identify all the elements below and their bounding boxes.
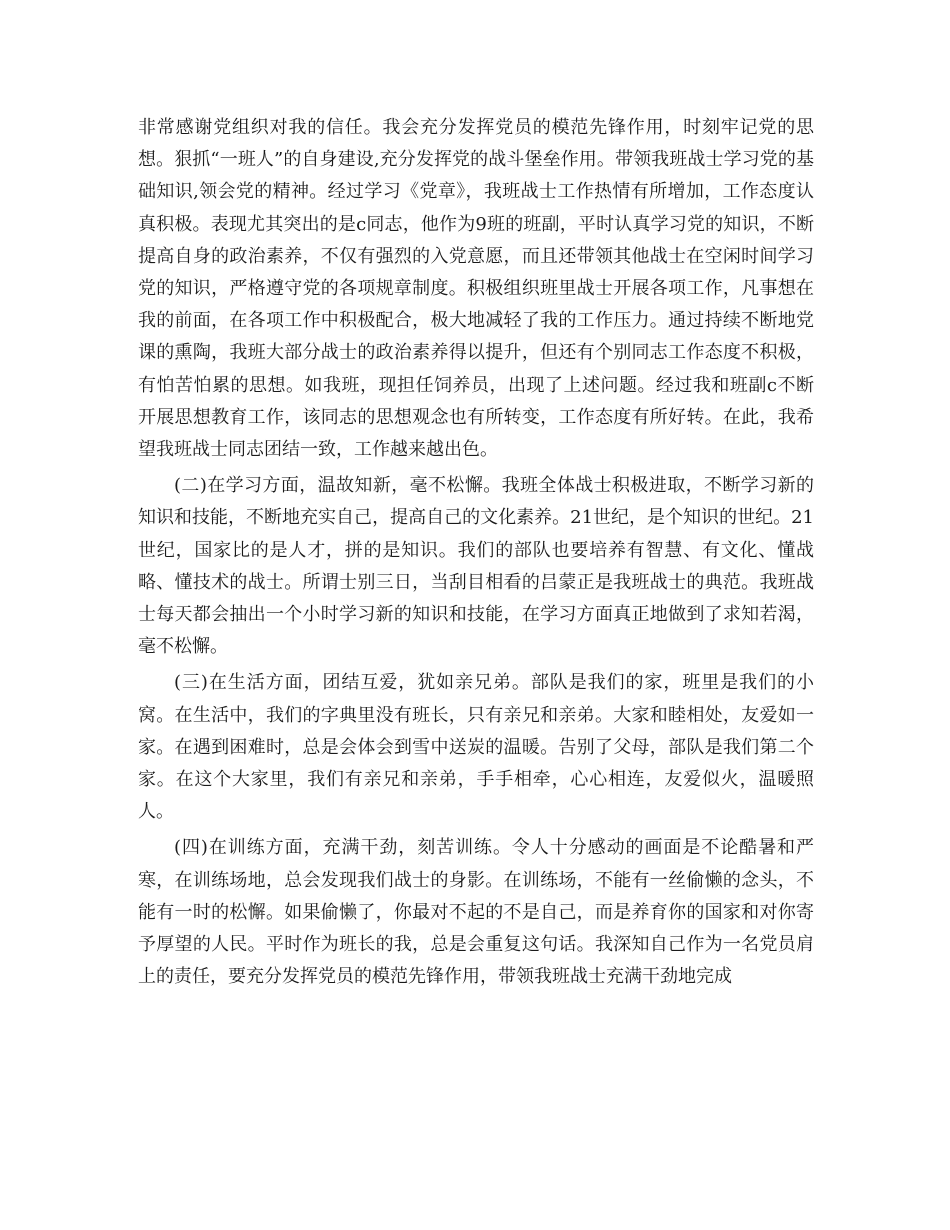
paragraph-training: (四)在训练方面，充满干劲，刻苦训练。令人十分感动的画面是不论酷暑和严寒，在训练场地，总会发现我们战士的身影。在训练场，不能有一丝偷懒的念头，不能有一时的松懈。如果偷懒了，你最对不起的不是自己，而是养育你的国家和对你寄予厚望的人民。平时作为班长的我，总是会重复这句话。我深知自己作为一名党员肩上的责任，要充分发挥党员的模范先锋作用，带领我班战士充满干劲地完成 bbox=[138, 837, 814, 988]
document-body bbox=[138, 112, 814, 993]
paragraph-study: (二)在学习方面，温故知新，毫不松懈。我班全体战士积极进取，不断学习新的知识和技能，不断地充实自己，提高自己的文化素养。21世纪，是个知识的世纪。21世纪，国家比的是人才，拼的是知识。我们的部队也要培养有智慧、有文化、懂战略、懂技术的战士。所谓士别三日，当刮目相看的吕蒙正是我班战士的典范。我班战士每天都会抽出一个小时学习新的知识和技能，在学习方面真正地做到了求知若渴，毫不松懈。 bbox=[138, 475, 814, 658]
paragraph-party-organization: 非常感谢党组织对我的信任。我会充分发挥党员的模范先锋作用，时刻牢记党的思想。狠抓“一班人”的自身建设,充分发挥党的战斗堡垒作用。带领我班战士学习党的基础知识,领会党的精神。经过学习《党章》，我班战士工作热情有所增加，工作态度认真积极。表现尤其突出的是c同志，他作为9班的班副，平时认真学习党的知识，不断提高自身的政治素养，不仅有强烈的入党意愿，而且还带领其他战士在空闲时间学习党的知识，严格遵守党的各项规章制度。积极组织班里战士开展各项工作，凡事想在我的前面，在各项工作中积极配合，极大地减轻了我的工作压力。通过持续不断地党课的熏陶，我班大部分战士的政治素养得以提升，但还有个别同志工作态度不积极，有怕苦怕累的思想。如我班，现担任饲养员，出现了上述问题。经过我和班副c不断开展思想教育工作，该同志的思想观念也有所转变，工作态度有所好转。在此，我希望我班战士同志团结一致，工作越来越出色。 bbox=[138, 117, 814, 461]
paragraph-life: (三)在生活方面，团结互爱，犹如亲兄弟。部队是我们的家，班里是我们的小窝。在生活中，我们的字典里没有班长，只有亲兄和亲弟。大家和睦相处，友爱如一家。在遇到困难时，总是会体会到雪中送炭的温暖。告别了父母，部队是我们第二个家。在这个大家里，我们有亲兄和亲弟，手手相牵，心心相连，友爱似火，温暖照人。 bbox=[138, 672, 814, 823]
